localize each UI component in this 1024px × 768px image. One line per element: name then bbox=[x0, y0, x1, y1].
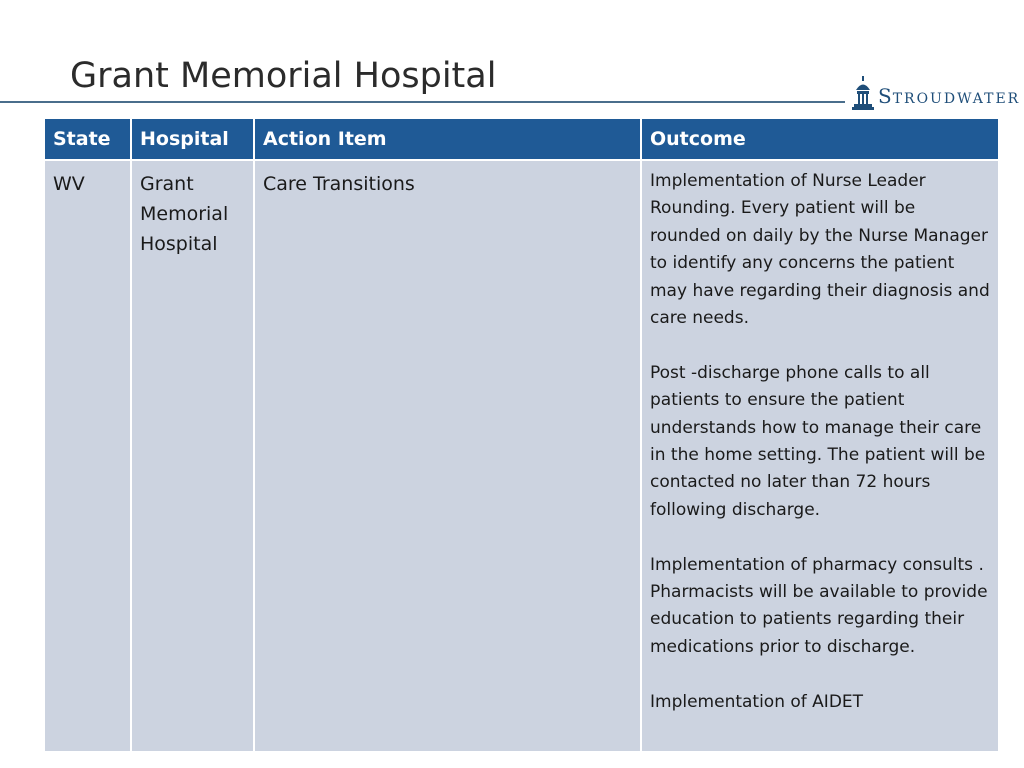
header-outcome: Outcome bbox=[641, 118, 999, 160]
outcome-paragraph-phone-calls: Post -discharge phone calls to all patients to ensure the patient understands how to manage their care in the home setting. The patient will be contacted no later than 72 hours following discharge. bbox=[650, 362, 986, 520]
cell-hospital: Grant Memorial Hospital bbox=[131, 160, 254, 752]
cell-state: WV bbox=[44, 160, 131, 752]
outcome-paragraph-aidet: Implementation of AIDET bbox=[650, 691, 864, 712]
logo-wordmark bbox=[878, 84, 1020, 108]
page-title: Grant Memorial Hospital bbox=[70, 56, 497, 96]
action-items-table bbox=[43, 117, 1000, 753]
building-dome-icon bbox=[852, 76, 874, 110]
stroudwater-logo bbox=[852, 76, 1020, 110]
logo-rest: TROUDWATER bbox=[892, 91, 1021, 107]
logo-initial: S bbox=[878, 84, 893, 108]
cell-action-item: Care Transitions bbox=[254, 160, 641, 752]
outcome-paragraph-pharmacy: Implementation of pharmacy consults . Pharmacists will be available to provide education to patients regarding their medications prior to discharge. bbox=[650, 554, 988, 657]
table-header-row bbox=[44, 118, 999, 160]
header-hospital: Hospital bbox=[131, 118, 254, 160]
outcome-paragraph-nurse-rounding: Implementation of Nurse Leader Rounding. Every patient will be rounded on daily by the Nurse Manager to identify any concerns the patient may have regarding their diagnosis and care needs. bbox=[650, 171, 990, 329]
header-action-item: Action Item bbox=[254, 118, 641, 160]
title-divider bbox=[0, 101, 845, 103]
header-state: State bbox=[44, 118, 131, 160]
table-row bbox=[44, 160, 999, 752]
cell-outcome bbox=[641, 160, 999, 752]
